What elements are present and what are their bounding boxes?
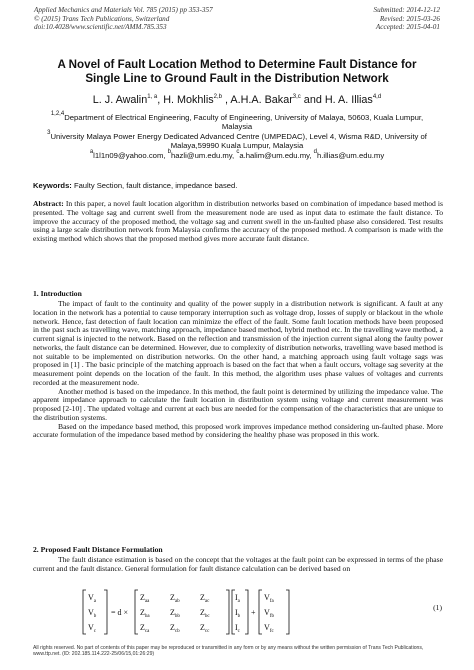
z-element: $Z_{bc}$	[200, 608, 210, 619]
affiliation-sup: 3	[47, 129, 51, 136]
z-element: $Z_{ba}$	[140, 608, 150, 619]
keywords-label: Keywords:	[33, 181, 72, 190]
keywords-text: Faulty Section, fault distance, impedance based.	[71, 181, 238, 190]
separator: and	[300, 94, 325, 106]
bracket-left	[259, 590, 262, 634]
paragraph: The fault distance estimation is based on the concept that the voltages at the fault point can be expressed in terms of the phase current and the fault distance. General formulation for fault distance calculation can be derived based on	[33, 555, 443, 573]
i-element: $I_c$	[235, 623, 240, 634]
keywords	[33, 181, 443, 190]
abstract-text: In this paper, a novel fault location algorithm in distribution networks based on combination of impedance based method is presented. The voltage sag and current swell from the measurement node are used as input data to estimate the fault distance. To improve the accuracy of the proposed method, the voltage sag and current swell in the un-faulted phase also considered. Test results using a large scale distribution network from Malaysia confirms the accuracy of the proposed method. A comparison is made with the existing method which shows that the proposed method gives more accurate fault distance.	[33, 199, 443, 243]
equation-1	[82, 586, 446, 638]
lhs-v: $V_a$	[88, 593, 97, 604]
paragraph: The impact of fault to the continuity and quality of the power supply in a distribution network is significant. A fault at any location in the network has a potential to cause temporary interruption such as voltage drop, losses of supply or blackout in the whole network. Hence, fast detection of fault location can minimize the effect of the fault. Some fault location methods have been proposed in the past such as travelling wave, matching approach, impedance based method, hybrid method etc. In the travelling wave method, a current signal is injected to the network. Based on the reflection and transmission of the injection current signal along the faulty power networks, the fault distance can be determined. However, due to complexity of distribution networks, travelling wave based method is not suitable to be implemented on distribution networks. On the other hand, a matching approach using fault voltage sags was proposed in [1] . The basic principle of the matching approach is based on the fact that when a fault occurs, voltage sag severity at the measurement point depends on the location of the fault. In this method, the algorithm uses phase values of voltages and currents recorded at the measurement node.	[33, 299, 443, 387]
z-element: $Z_{cc}$	[200, 623, 210, 634]
author-name: H. A. Illias	[324, 94, 373, 106]
email-link[interactable]: hazli@um.edu.my,	[170, 150, 237, 160]
section-2-heading: 2. Proposed Fault Distance Formulation	[33, 545, 163, 554]
author-sup: 2,b	[213, 94, 222, 100]
z-element: $Z_{ac}$	[200, 593, 210, 604]
affiliation-text: University Malaya Power Energy Dedicated Advanced Centre (UMPEDAC), Level 4, Wisma R&D, University of Malaya,59990 Kuala Lumpur, Malaysia	[50, 131, 427, 151]
paragraph: Based on the impedance based method, this proposed work improves impedance method considering un-faulted phase. More accurate formulation of the impedance based method by considering the healthy phase was proposed in this work.	[33, 421, 443, 440]
author-name: A.H.A. Bakar	[230, 94, 293, 106]
email-line	[40, 148, 434, 160]
section-1-body	[33, 300, 443, 440]
z-element: $Z_{cb}$	[170, 623, 180, 634]
separator: ,	[221, 94, 231, 106]
rhs-v: $V_{fa}$	[264, 593, 274, 604]
email-sup: a	[89, 148, 94, 155]
author-sup: 3,c	[292, 94, 301, 100]
dates-header	[374, 6, 440, 32]
paper-title: A Novel of Fault Location Method to Determine Fault Distance for Single Line to Ground Fault in the Distribution Network	[57, 58, 417, 85]
z-element: $Z_{ca}$	[140, 623, 150, 634]
email-link[interactable]: a.halim@um.edu.my,	[239, 150, 314, 160]
lhs-v: $V_b$	[88, 608, 97, 619]
email-link[interactable]: l1l1n09@yahoo.com,	[93, 150, 168, 160]
z-element: $Z_{bb}$	[170, 608, 180, 619]
revised-date: Revised: 2015-03-26	[379, 14, 440, 23]
abstract	[33, 200, 443, 244]
rhs-v: $V_{fb}$	[264, 608, 274, 619]
submitted-date: Submitted: 2014-12-12	[373, 6, 440, 14]
bracket-left	[83, 590, 86, 634]
z-element: $Z_{aa}$	[140, 593, 150, 604]
author-list	[30, 94, 444, 106]
doi-line: doi:10.4028/www.scientific.net/AMM.785.353	[34, 23, 167, 32]
journal-header	[34, 6, 213, 32]
author-name: L. J. Awalin	[92, 94, 148, 106]
email-sup: c	[236, 148, 240, 155]
separator: ,	[157, 94, 164, 106]
affiliation-sup: 1,2,4	[50, 111, 65, 117]
copyright-footer: All rights reserved. No part of contents of this paper may be reproduced or transmitted in any form or by any means without the written permission of Trans Tech Publications, www.ttp.net. (ID: 202.185.114.222-25/06/15,01:26:29)	[33, 645, 424, 657]
author-sup: 1, a	[147, 94, 158, 100]
email-sup: b	[167, 148, 171, 155]
rhs-v: $V_{fc}$	[264, 623, 274, 634]
affiliation-text: Department of Electrical Engineering, Faculty of Engineering, University of Malaya, 50603, Kuala Lumpur, Malaysia	[64, 113, 424, 132]
plus-sign: +	[251, 608, 256, 617]
section-2-body	[33, 556, 443, 574]
paragraph: Another method is based on the impedance. In this method, the fault point is determined by utilizing the impedance value. The apparent impedance approach to calculate the fault location in distribution system using voltage and current measurement was proposed [2-10] . The updated voltage and current at each bus are needed for the compensation of the characteristics that are unique to the distribution systems.	[33, 386, 443, 422]
bracket-right	[104, 590, 107, 634]
journal-citation: Applied Mechanics and Materials Vol. 785 (2015) pp 353-357	[34, 6, 213, 14]
abstract-label: Abstract:	[33, 199, 64, 208]
equals-times: = d ×	[111, 608, 129, 617]
bracket-right	[245, 590, 248, 634]
bracket-right	[286, 590, 289, 634]
copyright-line: © (2015) Trans Tech Publications, Switzerland	[34, 14, 170, 23]
bracket-left	[135, 590, 138, 634]
email-sup: d	[313, 148, 317, 155]
z-element: $Z_{ab}$	[170, 593, 180, 604]
author-sup: 4,d	[372, 94, 382, 100]
author-name: H. Mokhlis	[163, 94, 214, 106]
accepted-date: Accepted: 2015-04-01	[375, 23, 440, 32]
affiliation-1	[40, 113, 434, 132]
affiliations	[40, 113, 434, 160]
section-1-heading: 1. Introduction	[33, 289, 82, 298]
equation-number: (1)	[433, 603, 442, 612]
i-element: $I_b$	[235, 608, 241, 619]
bracket-right	[226, 590, 229, 634]
i-element: $I_a$	[235, 593, 240, 604]
lhs-v: $V_c$	[88, 623, 97, 634]
email-link[interactable]: h.illias@um.edu.my	[316, 150, 385, 160]
